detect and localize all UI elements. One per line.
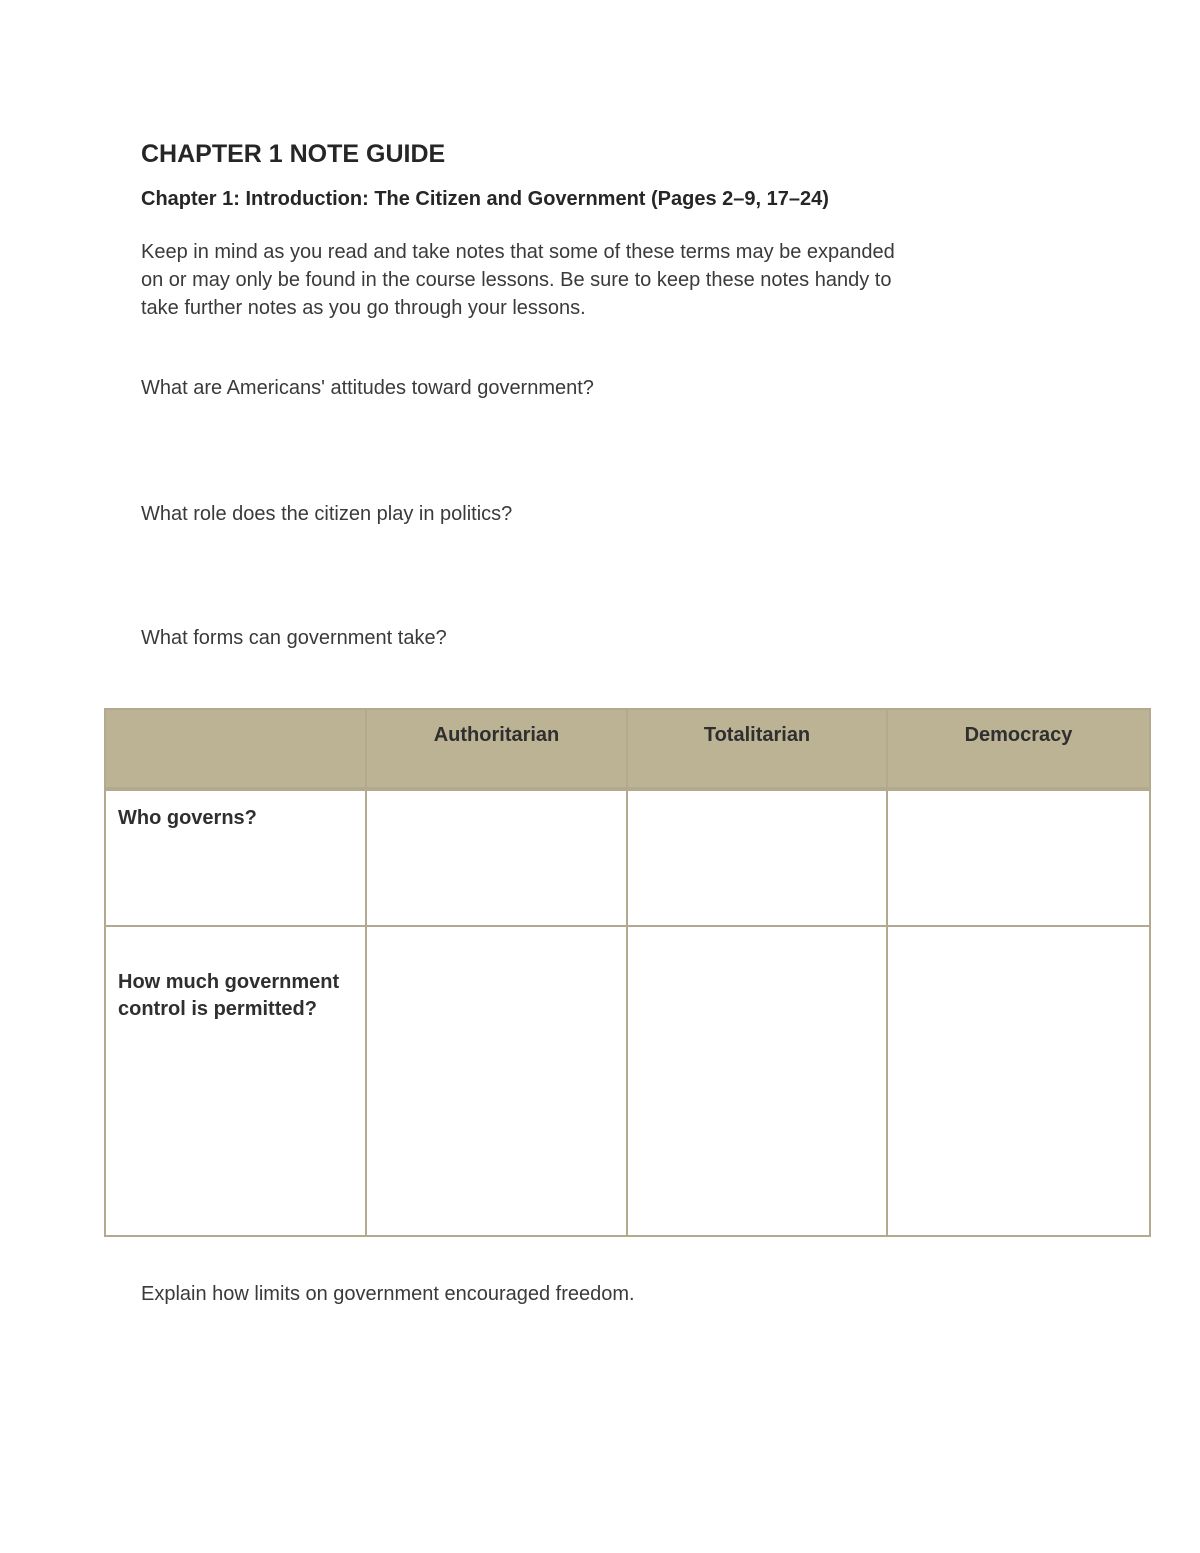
row-label-control: How much government control is permitted? (105, 926, 366, 1236)
answer-cell[interactable] (887, 926, 1150, 1236)
question-citizen-role: What role does the citizen play in politics? (141, 503, 513, 525)
intro-line: on or may only be found in the course lessons. Be sure to keep these notes handy to (141, 269, 892, 291)
table-header-row (105, 709, 1150, 789)
header-cell-empty (105, 709, 366, 789)
chapter-subtitle: Chapter 1: Introduction: The Citizen and Government (Pages 2–9, 17–24) (141, 188, 829, 210)
header-authoritarian: Authoritarian (366, 709, 627, 789)
answer-cell[interactable] (887, 789, 1150, 926)
question-attitudes: What are Americans' attitudes toward government? (141, 377, 594, 399)
header-democracy: Democracy (887, 709, 1150, 789)
table-row (105, 926, 1150, 1236)
header-totalitarian: Totalitarian (627, 709, 887, 789)
intro-line: Keep in mind as you read and take notes that some of these terms may be expanded (141, 241, 895, 263)
question-forms: What forms can government take? (141, 627, 447, 649)
government-forms-table (104, 708, 1151, 1237)
question-limits-freedom: Explain how limits on government encouraged freedom. (141, 1283, 635, 1305)
answer-cell[interactable] (627, 926, 887, 1236)
row-label-who-governs: Who governs? (105, 789, 366, 926)
answer-cell[interactable] (627, 789, 887, 926)
page-title: CHAPTER 1 NOTE GUIDE (141, 140, 446, 168)
intro-line: take further notes as you go through your lessons. (141, 297, 586, 319)
answer-cell[interactable] (366, 926, 627, 1236)
table-row (105, 789, 1150, 926)
answer-cell[interactable] (366, 789, 627, 926)
intro-paragraph (141, 238, 1041, 322)
